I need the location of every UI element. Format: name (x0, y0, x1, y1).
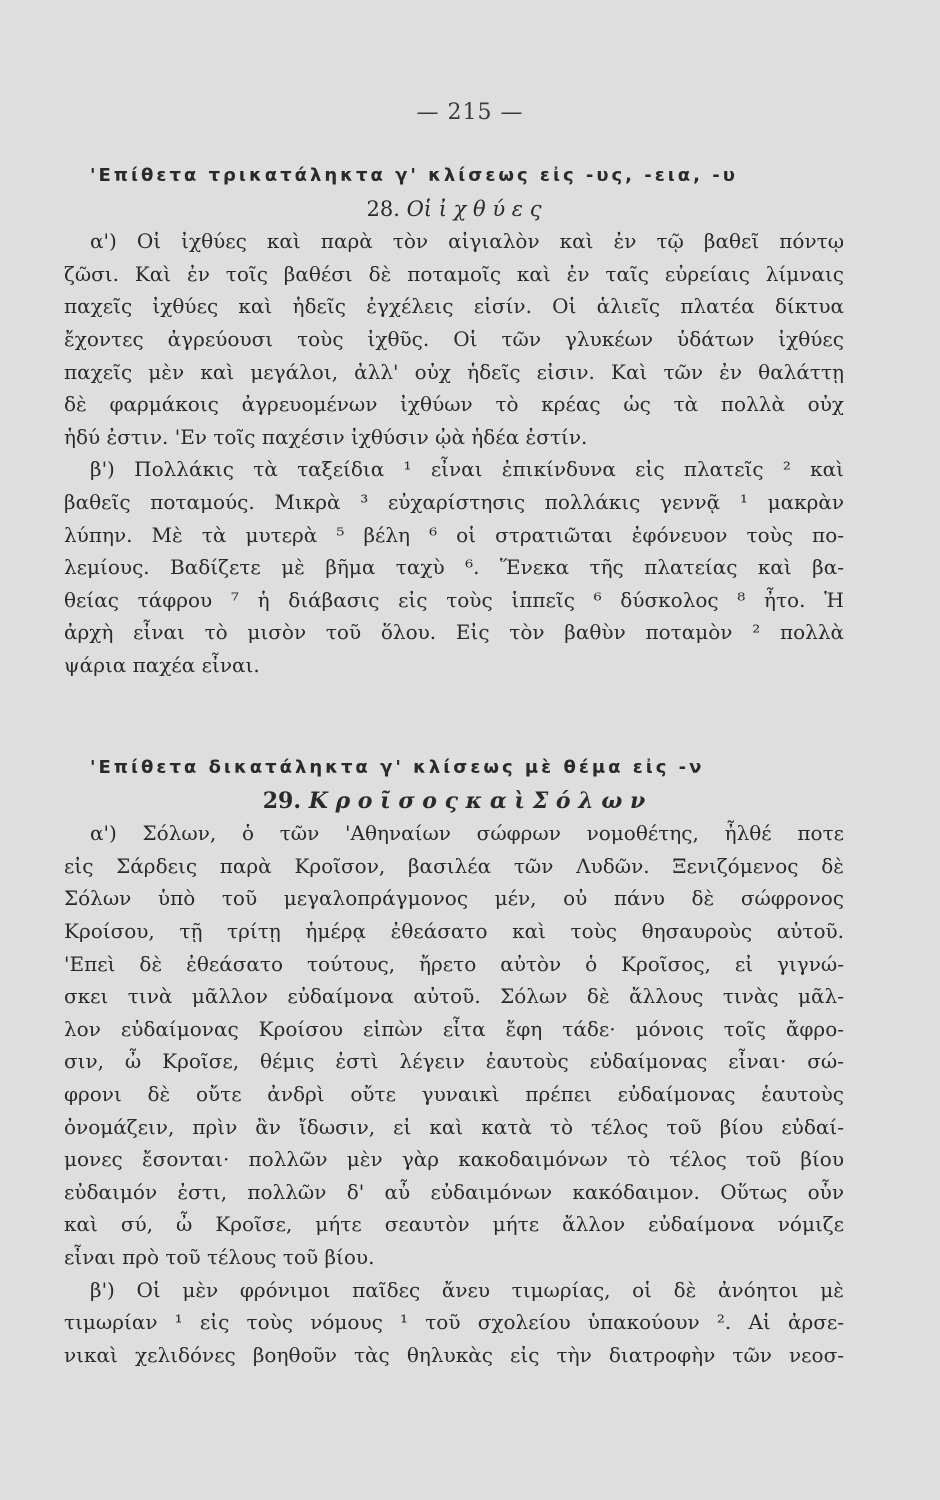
paragraph-line: λύπην. Μὲ τὰ μυτερὰ ⁵ βέλη ⁶ οἱ στρατιῶται ἐφόνευον τοὺς πο- (64, 522, 844, 547)
section-heading: 'Επίθετα δικατάληκτα γ' κλίσεως μὲ θέμα εἰς -ν (90, 757, 705, 778)
story-number: 29. (262, 787, 302, 814)
paragraph-line: νικαὶ χελιδόνες βοηθοῦν τὰς θηλυκὰς εἰς τὴν διατροφὴν τῶν νεοσ- (64, 1342, 844, 1367)
paragraph-line: εἰς Σάρδεις παρὰ Κροῖσον, βασιλέα τῶν Λυδῶν. Ξενιζόμενος δὲ (64, 853, 844, 878)
paragraph-line: εἶναι πρὸ τοῦ τέλους τοῦ βίου. (64, 1244, 375, 1269)
story-title (64, 785, 844, 818)
paragraph-line: β') Πολλάκις τὰ ταξείδια ¹ εἶναι ἐπικίνδυνα εἰς πλατεῖς ² καὶ (90, 457, 844, 482)
section-heading: 'Επίθετα τρικατάληκτα γ' κλίσεως εἰς -υς, -εια, -υ (90, 165, 738, 186)
paragraph-line: δὲ φαρμάκοις ἀγρευομένων ἰχθύων τὸ κρέας ὡς τὰ πολλὰ οὐχ (64, 392, 844, 417)
paragraph-line: λον εὐδαίμονας Κροίσου εἰπὼν εἶτα ἔφη τάδε· μόνοις τοῖς ἄφρο- (64, 1016, 844, 1041)
paragraph-line: παχεῖς μὲν καὶ μεγάλοι, ἀλλ' οὐχ ἡδεῖς εἰσιν. Καὶ τῶν ἐν θαλάττῃ (64, 359, 844, 384)
paragraph-line: μονες ἔσονται· πολλῶν μὲν γὰρ κακοδαιμόνων τὸ τέλος τοῦ βίου (64, 1147, 844, 1172)
section-28 (64, 160, 844, 682)
paragraph-line: 'Επεὶ δὲ ἐθεάσατο τούτους, ἤρετο αὐτὸν ὁ Κροῖσος, εἰ γιγνώ- (64, 951, 844, 976)
paragraph-line: θείας τάφρου ⁷ ἡ διάβασις εἰς τοὺς ἱππεῖς ⁶ δύσκολος ⁸ ἦτο. Ἡ (64, 587, 844, 612)
paragraph-line: σκει τινὰ μᾶλλον εὐδαίμονα αὐτοῦ. Σόλων δὲ ἄλλους τινὰς μᾶλ- (64, 984, 844, 1009)
section-29 (64, 752, 844, 1371)
paragraph-line: εὐδαιμόν ἐστι, πολλῶν δ' αὖ εὐδαιμόνων κακόδαιμον. Οὕτως οὖν (64, 1179, 844, 1204)
paragraph-line: τιμωρίαν ¹ εἰς τοὺς νόμους ¹ τοῦ σχολείου ὑπακούουν ². Αἱ ἀρσε- (64, 1310, 844, 1335)
paragraph-line: Σόλων ὑπὸ τοῦ μεγαλοπράγμονος μέν, οὐ πάνυ δὲ σώφρονος (64, 886, 844, 911)
page-number: — 215 — (416, 100, 524, 125)
paragraph-line: β') Οἱ μὲν φρόνιμοι παῖδες ἄνευ τιμωρίας, οἱ δὲ ἀνόητοι μὲ (90, 1277, 844, 1302)
paragraph-line: καὶ σύ, ὦ Κροῖσε, μήτε σεαυτὸν μήτε ἄλλον εὐδαίμονα νόμιζε (64, 1212, 844, 1237)
paragraph-line: ζῶσι. Καὶ ἐν τοῖς βαθέσι δὲ ποταμοῖς καὶ ἐν ταῖς εὐρείαις λίμναις (64, 261, 844, 286)
paragraph-line: βαθεῖς ποταμούς. Μικρὰ ³ εὐχαρίστησις πολλάκις γεννᾷ ¹ μακρὰν (64, 489, 844, 514)
paragraph-line: ὀνομάζειν, πρὶν ἂν ἴδωσιν, εἰ καὶ κατὰ τὸ τέλος τοῦ βίου εὐδαί- (64, 1114, 844, 1139)
paragraph-line: παχεῖς ἰχθύες καὶ ἡδεῖς ἐγχέλεις εἰσίν. Οἱ ἁλιεῖς πλατέα δίκτυα (64, 294, 844, 319)
story-number: 28. (366, 196, 400, 221)
paragraph-line: σιν, ὦ Κροῖσε, θέμις ἐστὶ λέγειν ἑαυτοὺς εὐδαίμονας εἶναι· σώ- (64, 1049, 844, 1074)
paragraph-line: ἡδύ ἐστιν. 'Εν τοῖς παχέσιν ἰχθύσιν ᾠὰ ἡδέα ἐστίν. (64, 424, 588, 449)
story-title-text: Οἱ ἰ χ θ ύ ε ς (406, 196, 542, 221)
paragraph-line: α') Οἱ ἰχθύες καὶ παρὰ τὸν αἰγιαλὸν καὶ ἐν τῷ βαθεῖ πόντῳ (90, 229, 844, 254)
story-title-text: Κ ρ ο ῖ σ ο ς κ α ὶ Σ ό λ ω ν (308, 787, 646, 814)
paragraph-line: Κροίσου, τῇ τρίτῃ ἡμέρᾳ ἐθεάσατο καὶ τοὺς θησαυροὺς αὐτοῦ. (64, 918, 844, 943)
paragraph-line: α') Σόλων, ὁ τῶν 'Αθηναίων σώφρων νομοθέτης, ἦλθέ ποτε (90, 821, 844, 846)
paragraph-line: λεμίους. Βαδίζετε μὲ βῆμα ταχὺ ⁶. Ἕνεκα τῆς πλατείας καὶ βα- (64, 555, 844, 580)
paragraph-line: ἀρχὴ εἶναι τὸ μισὸν τοῦ ὅλου. Εἰς τὸν βαθὺν ποταμὸν ² πολλὰ (64, 620, 844, 645)
paragraph-line: ψάρια παχέα εἶναι. (64, 652, 260, 677)
paragraph-line: φρονι δὲ οὔτε ἀνδρὶ οὔτε γυναικὶ πρέπει εὐδαίμονας ἑαυτοὺς (64, 1081, 844, 1106)
paragraph-line: ἔχοντες ἀγρεύουσι τοὺς ἰχθῦς. Οἱ τῶν γλυκέων ὑδάτων ἰχθύες (64, 326, 844, 351)
story-title (64, 193, 844, 226)
